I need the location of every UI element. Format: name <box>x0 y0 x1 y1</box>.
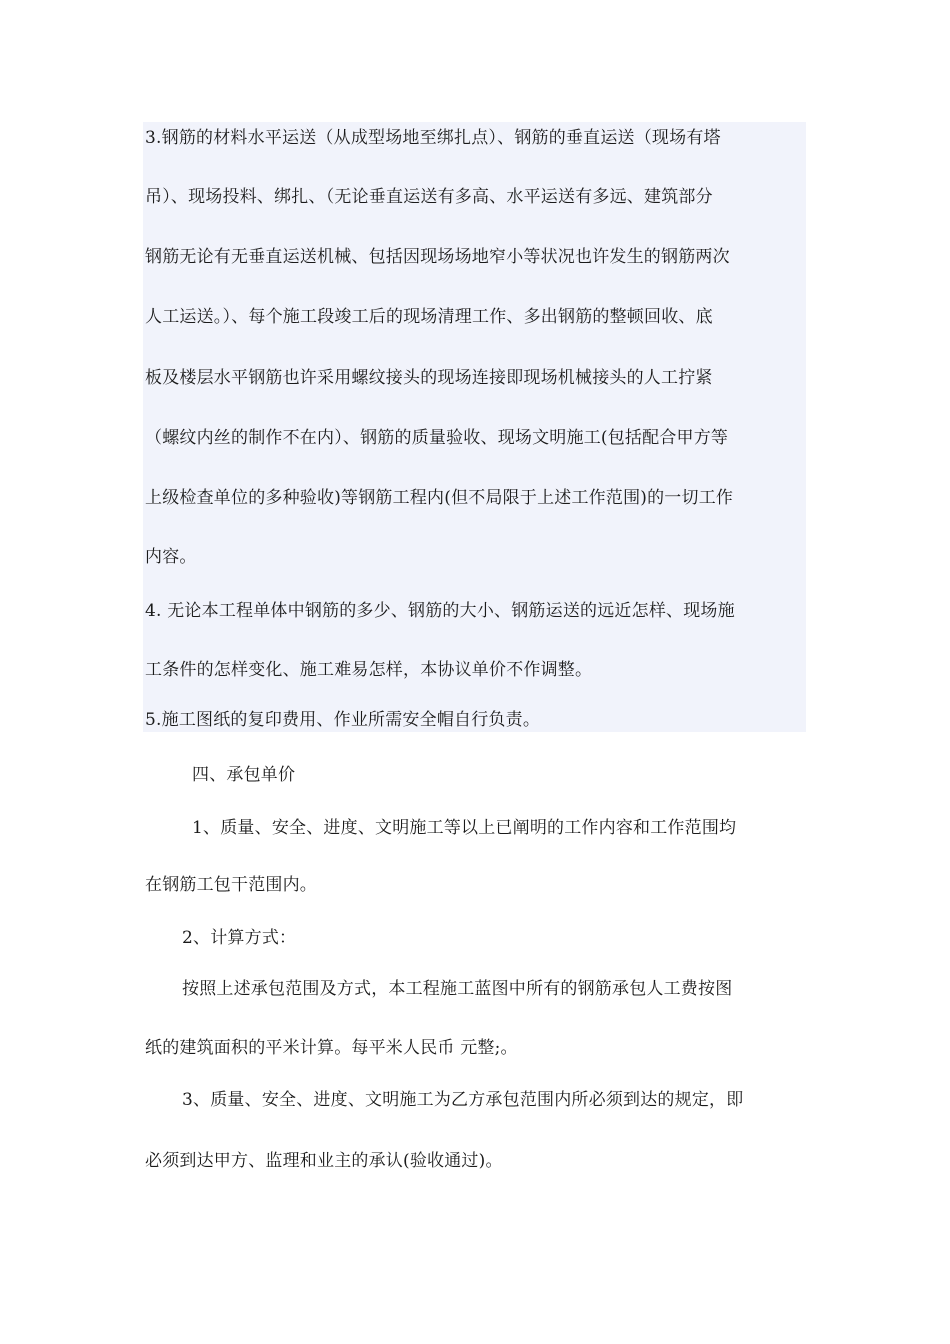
paragraph-line: 在钢筋工包干范围内。 <box>145 875 317 895</box>
paragraph-line: 必须到达甲方、监理和业主的承认(验收通过)。 <box>145 1151 503 1171</box>
paragraph-line: 2、计算方式： <box>182 928 297 948</box>
paragraph-line: 3.钢筋的材料水平运送（从成型场地至绑扎点）、钢筋的垂直运送（现场有塔 <box>145 128 721 148</box>
paragraph-line: （螺纹内丝的制作不在内）、钢筋的质量验收、现场文明施工(包括配合甲方等 <box>145 428 729 448</box>
paragraph-line: 4. 无论本工程单体中钢筋的多少、钢筋的大小、钢筋运送的远近怎样、现场施 <box>145 601 735 621</box>
paragraph-line: 人工运送。）、每个施工段竣工后的现场清理工作、多出钢筋的整顿回收、底 <box>145 307 713 327</box>
section-heading: 四、承包单价 <box>192 765 296 785</box>
paragraph-line: 上级检查单位的多种验收)等钢筋工程内(但不局限于上述工作范围)的一切工作 <box>145 488 734 508</box>
paragraph-line: 3、质量、安全、进度、文明施工为乙方承包范围内所必须到达的规定，即 <box>182 1090 744 1110</box>
paragraph-line: 工条件的怎样变化、施工难易怎样，本协议单价不作调整。 <box>145 660 593 680</box>
paragraph-line: 内容。 <box>145 547 197 567</box>
paragraph-line: 按照上述承包范围及方式，本工程施工蓝图中所有的钢筋承包人工费按图 <box>182 979 733 999</box>
paragraph-line: 纸的建筑面积的平米计算。每平米人民币 元整;。 <box>145 1038 518 1058</box>
paragraph-line: 1、质量、安全、进度、文明施工等以上已阐明的工作内容和工作范围均 <box>192 818 737 838</box>
paragraph-line: 5.施工图纸的复印费用、作业所需安全帽自行负责。 <box>145 710 541 730</box>
paragraph-line: 板及楼层水平钢筋也许采用螺纹接头的现场连接即现场机械接头的人工拧紧 <box>145 368 713 388</box>
paragraph-line: 吊）、现场投料、绑扎、（无论垂直运送有多高、水平运送有多远、建筑部分 <box>145 187 713 207</box>
paragraph-line: 钢筋无论有无垂直运送机械、包括因现场场地窄小等状况也许发生的钢筋两次 <box>145 247 730 267</box>
